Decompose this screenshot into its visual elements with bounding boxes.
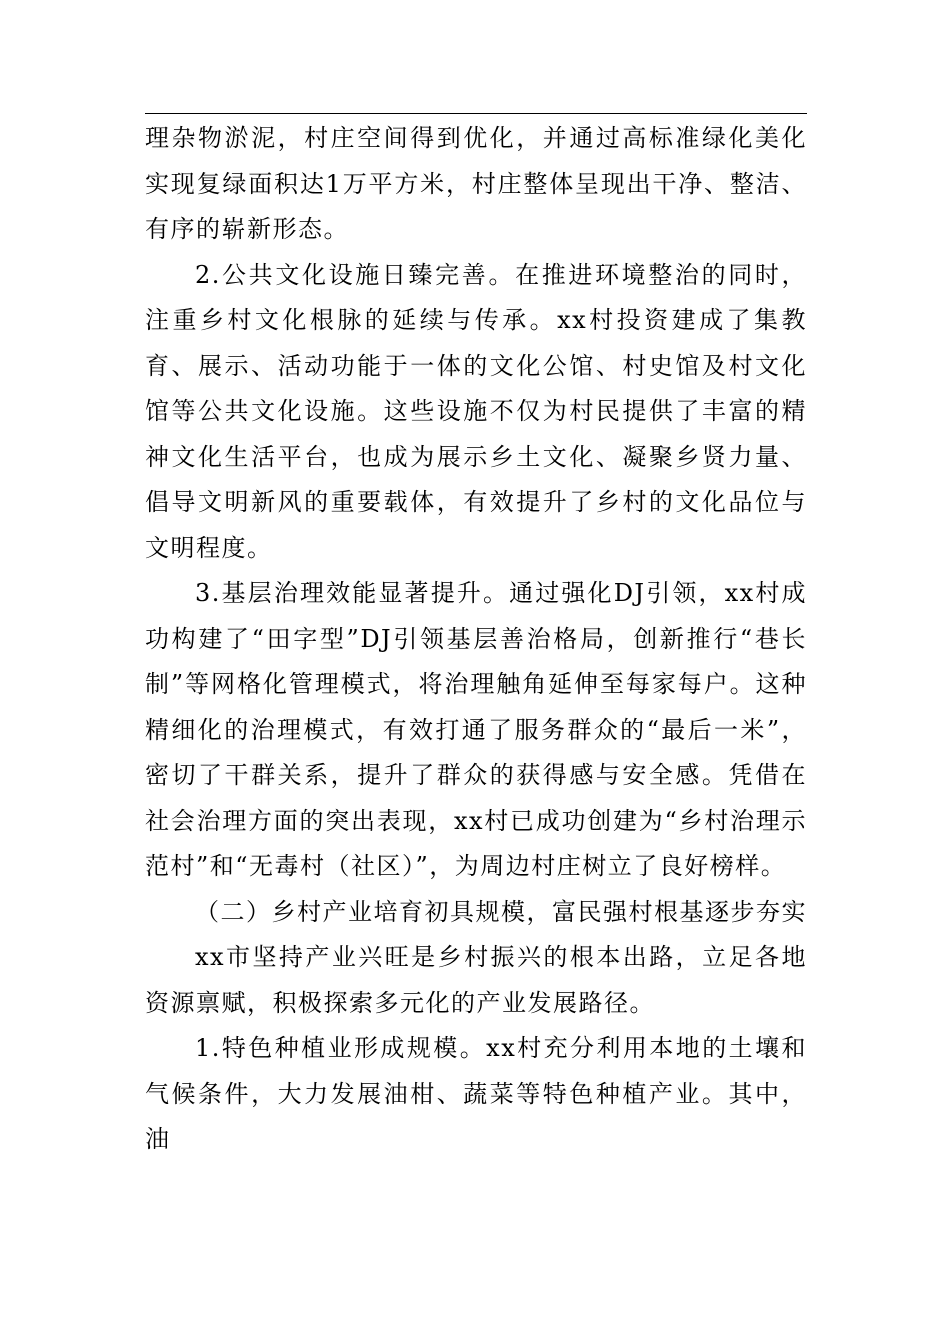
paragraph-grassroots-governance: 3.基层治理效能显著提升。通过强化DJ引领，xx村成功构建了“田字型”DJ引领基层善治格局，创新推行“巷长制”等网格化管理模式，将治理触角延伸至每家每户。这种精细化的治理模式，有效打通了服务群众的“最后一米”，密切了干群关系，提升了群众的获得感与安全感。凭借在社会治理方面的突出表现，xx村已成功创建为“乡村治理示范村”和“无毒村（社区）”，为周边村庄树立了良好榜样。 [145, 579, 807, 880]
paragraph-industry-intro: xx市坚持产业兴旺是乡村振兴的根本出路，立足各地资源禀赋，积极探索多元化的产业发展路径。 [145, 943, 807, 1017]
paragraph-specialty-planting: 1.特色种植业形成规模。xx村充分利用本地的土壤和气候条件，大力发展油柑、蔬菜等特色种植产业。其中，油 [145, 1034, 807, 1153]
header-rule [145, 113, 807, 114]
paragraph-public-culture: 2.公共文化设施日臻完善。在推进环境整治的同时，注重乡村文化根脉的延续与传承。xx村投资建成了集教育、展示、活动功能于一体的文化公馆、村史馆及村文化馆等公共文化设施。这些设施不仅为村民提供了丰富的精神文化生活平台，也成为展示乡土文化、凝聚乡贤力量、倡导文明新风的重要载体，有效提升了乡村的文化品位与文明程度。 [145, 260, 807, 562]
paragraph-continuation: 理杂物淤泥，村庄空间得到优化，并通过高标准绿化美化实现复绿面积达1万平方米，村庄整体呈现出干净、整洁、有序的崭新形态。 [145, 124, 807, 243]
section-heading: （二）乡村产业培育初具规模，富民强村根基逐步夯实 [195, 897, 807, 926]
document-body [145, 116, 807, 1163]
